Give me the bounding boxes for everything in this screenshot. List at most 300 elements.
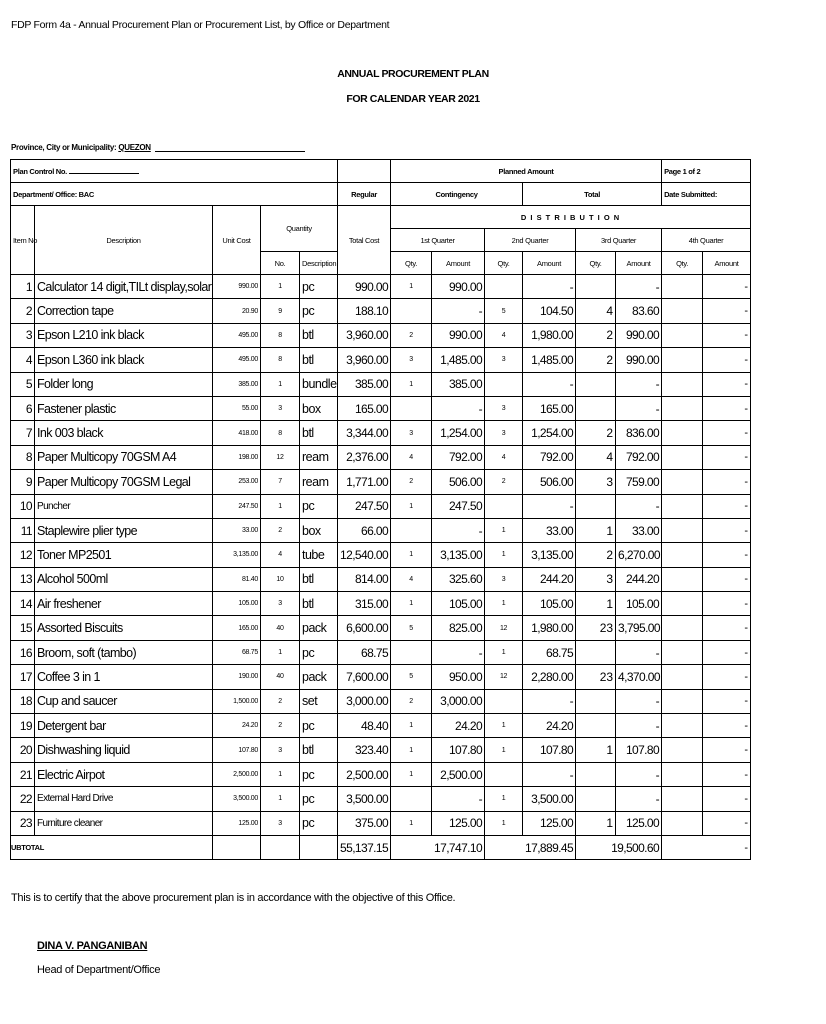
q4-qty: [662, 396, 703, 420]
form-title: FDP Form 4a - Annual Procurement Plan or Procurement List, by Office or Department: [11, 19, 390, 31]
q1-qty: 5: [391, 616, 432, 640]
item-unit-cost: 1,500.00: [213, 689, 261, 713]
q2-amount: 792.00: [523, 445, 576, 469]
item-description: Staplewire plier type: [35, 518, 213, 542]
item-number: 19: [11, 714, 35, 738]
q4-qty: [662, 689, 703, 713]
total-cost-header: Total Cost: [338, 206, 391, 275]
q2-qty: 1: [485, 811, 523, 835]
item-number: 15: [11, 616, 35, 640]
q4-qty: [662, 323, 703, 347]
item-description: Toner MP2501: [35, 543, 213, 567]
item-total-cost: 375.00: [338, 811, 391, 835]
q2-qty: 1: [485, 787, 523, 811]
q4-amount: -: [703, 665, 751, 689]
q3-qty: [576, 396, 616, 420]
table-row: [11, 811, 751, 835]
q4-amount: -: [703, 567, 751, 591]
q2-amount: 24.20: [523, 714, 576, 738]
q1-qty: 1: [391, 811, 432, 835]
q2-amount: -: [523, 689, 576, 713]
item-quantity: 8: [261, 421, 300, 445]
item-number: 4: [11, 348, 35, 372]
q4-amount: -: [703, 323, 751, 347]
q1-amount: 385.00: [432, 372, 485, 396]
item-total-cost: 12,540.00: [338, 543, 391, 567]
q4-amount: -: [703, 714, 751, 738]
q1-qty: 4: [391, 445, 432, 469]
item-quantity: 1: [261, 762, 300, 786]
q1-qty: [391, 787, 432, 811]
q4-amount: -: [703, 518, 751, 542]
q1-amount: -: [432, 299, 485, 323]
subtotal-q2: 17,889.45: [485, 835, 576, 859]
q2-qty: [485, 689, 523, 713]
plan-control-underline: [69, 173, 139, 174]
q1-qty: 2: [391, 323, 432, 347]
item-quantity: 3: [261, 592, 300, 616]
table-row: [11, 592, 751, 616]
item-quantity: 8: [261, 323, 300, 347]
subtotal-label: UBTOTAL: [11, 835, 213, 859]
q4-amount: -: [703, 396, 751, 420]
item-unit: btl: [300, 592, 338, 616]
item-total-cost: 3,000.00: [338, 689, 391, 713]
item-unit-cost: 81.40: [213, 567, 261, 591]
item-unit-cost: 495.00: [213, 323, 261, 347]
item-total-cost: 323.40: [338, 738, 391, 762]
total-label: Total: [523, 183, 662, 206]
item-quantity: 2: [261, 518, 300, 542]
item-unit: set: [300, 689, 338, 713]
q2-amount: 1,980.00: [523, 616, 576, 640]
q2-qty: [485, 372, 523, 396]
q1-qty: 1: [391, 714, 432, 738]
item-no-header: Item No: [11, 206, 35, 275]
item-number: 18: [11, 689, 35, 713]
q3-qty: 2: [576, 543, 616, 567]
q4-qty: [662, 616, 703, 640]
item-total-cost: 247.50: [338, 494, 391, 518]
q3-qty: 1: [576, 592, 616, 616]
q2-qty-header: Qty.: [485, 252, 523, 275]
item-unit: pc: [300, 811, 338, 835]
q2-amount-header: Amount: [523, 252, 576, 275]
q3-qty: 1: [576, 811, 616, 835]
q1-qty: 1: [391, 543, 432, 567]
item-number: 12: [11, 543, 35, 567]
table-row: [11, 396, 751, 420]
q2-amount: 33.00: [523, 518, 576, 542]
q2-amount: -: [523, 494, 576, 518]
item-unit-cost: 385.00: [213, 372, 261, 396]
q1-amount: 1,254.00: [432, 421, 485, 445]
q3-amount: -: [616, 762, 662, 786]
q4-amount: -: [703, 811, 751, 835]
q2-qty: 4: [485, 323, 523, 347]
date-submitted-label: Date Submitted:: [662, 183, 751, 206]
procurement-table: [10, 159, 751, 860]
q4-qty: [662, 592, 703, 616]
item-quantity: 12: [261, 445, 300, 469]
q4-amount: -: [703, 470, 751, 494]
table-row: [11, 543, 751, 567]
q4-qty: [662, 714, 703, 738]
item-total-cost: 66.00: [338, 518, 391, 542]
q4-amount: -: [703, 738, 751, 762]
item-quantity: 4: [261, 543, 300, 567]
item-quantity: 3: [261, 811, 300, 835]
q1-amount: 107.80: [432, 738, 485, 762]
q4-qty: [662, 299, 703, 323]
q1-qty: 1: [391, 494, 432, 518]
item-number: 17: [11, 665, 35, 689]
q3-amount: -: [616, 275, 662, 299]
item-unit: pc: [300, 762, 338, 786]
item-rows: [11, 275, 751, 836]
q1-amount: 325.60: [432, 567, 485, 591]
item-quantity: 8: [261, 348, 300, 372]
item-unit-cost: 24.20: [213, 714, 261, 738]
item-quantity: 3: [261, 738, 300, 762]
q1-amount: 990.00: [432, 275, 485, 299]
q4-amount: -: [703, 543, 751, 567]
q3-qty: [576, 640, 616, 664]
q2-amount: -: [523, 372, 576, 396]
q3-amount: 105.00: [616, 592, 662, 616]
item-description: Alcohol 500ml: [35, 567, 213, 591]
q3-amount: -: [616, 396, 662, 420]
item-number: 16: [11, 640, 35, 664]
signer-name: DINA V. PANGANIBAN: [37, 940, 148, 952]
item-quantity: 1: [261, 372, 300, 396]
item-description: Fastener plastic: [35, 396, 213, 420]
q3-qty-header: Qty.: [576, 252, 616, 275]
item-quantity: 1: [261, 494, 300, 518]
table-row: [11, 567, 751, 591]
q4-qty: [662, 762, 703, 786]
item-unit-cost: 253.00: [213, 470, 261, 494]
q3-qty: 23: [576, 616, 616, 640]
item-unit: btl: [300, 421, 338, 445]
item-quantity: 10: [261, 567, 300, 591]
item-unit: btl: [300, 738, 338, 762]
q3-amount: 990.00: [616, 348, 662, 372]
table-row: [11, 518, 751, 542]
q4-qty: [662, 421, 703, 445]
q2-amount: 3,500.00: [523, 787, 576, 811]
q3-qty: 4: [576, 299, 616, 323]
q3-amount: 759.00: [616, 470, 662, 494]
q2-qty: 1: [485, 543, 523, 567]
item-number: 1: [11, 275, 35, 299]
q4-qty: [662, 811, 703, 835]
q4-qty: [662, 470, 703, 494]
item-description: Puncher: [35, 494, 213, 518]
q4-amount: -: [703, 299, 751, 323]
item-unit-cost: 165.00: [213, 616, 261, 640]
q4-amount: -: [703, 372, 751, 396]
item-total-cost: 48.40: [338, 714, 391, 738]
plan-control-cell: [11, 160, 338, 183]
item-number: 20: [11, 738, 35, 762]
item-quantity: 2: [261, 714, 300, 738]
q2-amount: -: [523, 762, 576, 786]
item-unit-cost: 990.00: [213, 275, 261, 299]
q1-qty: [391, 518, 432, 542]
contingency-label: Contingency: [391, 183, 523, 206]
q3-amount: 792.00: [616, 445, 662, 469]
q4-amount: -: [703, 592, 751, 616]
quarter-1-header: 1st Quarter: [391, 229, 485, 252]
item-unit: ream: [300, 445, 338, 469]
q3-qty: [576, 372, 616, 396]
q1-qty: 3: [391, 421, 432, 445]
q2-qty: 1: [485, 640, 523, 664]
item-unit-cost: 33.00: [213, 518, 261, 542]
plan-title: ANNUAL PROCUREMENT PLAN: [337, 68, 489, 80]
q1-amount: 125.00: [432, 811, 485, 835]
q2-qty: 2: [485, 470, 523, 494]
item-total-cost: 1,771.00: [338, 470, 391, 494]
item-total-cost: 3,500.00: [338, 787, 391, 811]
item-number: 13: [11, 567, 35, 591]
header-spacer: [338, 160, 391, 183]
q1-amount: 105.00: [432, 592, 485, 616]
item-number: 2: [11, 299, 35, 323]
q4-amount: -: [703, 348, 751, 372]
item-quantity: 1: [261, 275, 300, 299]
q1-qty: 1: [391, 738, 432, 762]
q2-amount: 1,254.00: [523, 421, 576, 445]
q1-qty: [391, 640, 432, 664]
q1-amount: 3,135.00: [432, 543, 485, 567]
q1-qty: 2: [391, 689, 432, 713]
qty-description-header: Description: [300, 252, 338, 275]
subtotal-total: 55,137.15: [338, 835, 391, 859]
item-total-cost: 165.00: [338, 396, 391, 420]
item-unit: pc: [300, 275, 338, 299]
item-description: Paper Multicopy 70GSM A4: [35, 445, 213, 469]
item-total-cost: 3,960.00: [338, 348, 391, 372]
item-unit-cost: 3,500.00: [213, 787, 261, 811]
item-description: Dishwashing liquid: [35, 738, 213, 762]
item-description: Assorted Biscuits: [35, 616, 213, 640]
table-row: [11, 470, 751, 494]
q4-qty: [662, 372, 703, 396]
item-total-cost: 814.00: [338, 567, 391, 591]
q3-qty: [576, 787, 616, 811]
q4-qty: [662, 738, 703, 762]
item-quantity: 3: [261, 396, 300, 420]
q1-amount: 247.50: [432, 494, 485, 518]
q2-amount: -: [523, 275, 576, 299]
q3-qty: 2: [576, 323, 616, 347]
q1-amount: -: [432, 787, 485, 811]
q1-qty: [391, 299, 432, 323]
province-underline: [155, 151, 305, 152]
item-unit: box: [300, 518, 338, 542]
q2-qty: 3: [485, 396, 523, 420]
item-quantity: 1: [261, 787, 300, 811]
q4-qty: [662, 787, 703, 811]
q1-qty: 1: [391, 275, 432, 299]
q2-amount: 165.00: [523, 396, 576, 420]
quarter-4-header: 4th Quarter: [662, 229, 751, 252]
item-total-cost: 2,376.00: [338, 445, 391, 469]
item-unit: pack: [300, 616, 338, 640]
table-row: [11, 738, 751, 762]
q1-amount: -: [432, 396, 485, 420]
subtotal-empty-cell: [213, 835, 261, 859]
item-quantity: 7: [261, 470, 300, 494]
q2-qty: 3: [485, 421, 523, 445]
item-number: 9: [11, 470, 35, 494]
q3-amount: 990.00: [616, 323, 662, 347]
table-row: [11, 372, 751, 396]
q3-qty: 1: [576, 518, 616, 542]
q2-qty: [485, 275, 523, 299]
q1-qty: 5: [391, 665, 432, 689]
regular-label: Regular: [338, 183, 391, 206]
item-description: External Hard Drive: [35, 787, 213, 811]
distribution-header: D I S T R I B U T I O N: [391, 206, 751, 229]
plan-year-title: FOR CALENDAR YEAR 2021: [346, 93, 480, 105]
item-total-cost: 188.10: [338, 299, 391, 323]
item-total-cost: 990.00: [338, 275, 391, 299]
q4-amount-header: Amount: [703, 252, 751, 275]
table-row: [11, 445, 751, 469]
q3-amount: -: [616, 787, 662, 811]
item-description: Epson L210 ink black: [35, 323, 213, 347]
q2-qty: 4: [485, 445, 523, 469]
q3-amount: 836.00: [616, 421, 662, 445]
item-number: 7: [11, 421, 35, 445]
q3-qty: 2: [576, 348, 616, 372]
q3-amount: -: [616, 372, 662, 396]
item-quantity: 9: [261, 299, 300, 323]
q4-qty: [662, 567, 703, 591]
item-unit: pc: [300, 494, 338, 518]
item-unit-cost: 190.00: [213, 665, 261, 689]
item-total-cost: 7,600.00: [338, 665, 391, 689]
item-unit: pc: [300, 299, 338, 323]
signer-title: Head of Department/Office: [37, 964, 161, 976]
q2-amount: 244.20: [523, 567, 576, 591]
item-total-cost: 68.75: [338, 640, 391, 664]
q2-qty: 3: [485, 567, 523, 591]
subtotal-empty-cell: [261, 835, 300, 859]
item-unit: pc: [300, 640, 338, 664]
item-unit-cost: 418.00: [213, 421, 261, 445]
q2-amount: 105.00: [523, 592, 576, 616]
item-number: 23: [11, 811, 35, 835]
q4-qty: [662, 494, 703, 518]
q2-amount: 506.00: [523, 470, 576, 494]
q1-qty: 4: [391, 567, 432, 591]
q2-qty: 12: [485, 665, 523, 689]
q1-amount: -: [432, 518, 485, 542]
item-description: Broom, soft (tambo): [35, 640, 213, 664]
q4-amount: -: [703, 445, 751, 469]
q3-qty: [576, 714, 616, 738]
q3-amount: -: [616, 714, 662, 738]
item-description: Air freshener: [35, 592, 213, 616]
item-unit-cost: 3,135.00: [213, 543, 261, 567]
q1-amount: 792.00: [432, 445, 485, 469]
q2-qty: [485, 762, 523, 786]
item-unit: btl: [300, 348, 338, 372]
q3-amount: 33.00: [616, 518, 662, 542]
planned-amount-label: Planned Amount: [391, 160, 662, 183]
q4-qty: [662, 518, 703, 542]
item-total-cost: 315.00: [338, 592, 391, 616]
q2-amount: 3,135.00: [523, 543, 576, 567]
item-unit-cost: 125.00: [213, 811, 261, 835]
item-quantity: 40: [261, 665, 300, 689]
q1-qty: 3: [391, 348, 432, 372]
q2-amount: 68.75: [523, 640, 576, 664]
q3-amount: 6,270.00: [616, 543, 662, 567]
q3-amount: -: [616, 494, 662, 518]
q1-qty-header: Qty.: [391, 252, 432, 275]
q2-qty: 12: [485, 616, 523, 640]
q3-amount: 244.20: [616, 567, 662, 591]
subtotal-q4: -: [662, 835, 751, 859]
q3-amount: 83.60: [616, 299, 662, 323]
item-number: 21: [11, 762, 35, 786]
q1-amount: 3,000.00: [432, 689, 485, 713]
province-field: [11, 143, 305, 152]
item-description: Calculator 14 digit,TILt display,solar: [35, 275, 213, 299]
q3-amount: 3,795.00: [616, 616, 662, 640]
table-row: [11, 616, 751, 640]
q4-amount: -: [703, 640, 751, 664]
item-unit: btl: [300, 323, 338, 347]
q4-qty: [662, 348, 703, 372]
item-total-cost: 3,344.00: [338, 421, 391, 445]
q3-qty: 3: [576, 470, 616, 494]
item-number: 10: [11, 494, 35, 518]
q3-qty: 4: [576, 445, 616, 469]
q3-amount-header: Amount: [616, 252, 662, 275]
item-unit-cost: 2,500.00: [213, 762, 261, 786]
table-row: [11, 299, 751, 323]
q1-qty: 1: [391, 592, 432, 616]
subtotal-q1: 17,747.10: [391, 835, 485, 859]
item-number: 14: [11, 592, 35, 616]
item-number: 8: [11, 445, 35, 469]
q4-qty: [662, 543, 703, 567]
certification-text: This is to certify that the above procurement plan is in accordance with the objective of this Office.: [11, 892, 456, 904]
item-number: 22: [11, 787, 35, 811]
item-unit-cost: 55.00: [213, 396, 261, 420]
item-number: 5: [11, 372, 35, 396]
item-unit-cost: 198.00: [213, 445, 261, 469]
item-unit: pc: [300, 787, 338, 811]
item-unit-cost: 105.00: [213, 592, 261, 616]
item-unit-cost: 107.80: [213, 738, 261, 762]
item-total-cost: 2,500.00: [338, 762, 391, 786]
q3-qty: 1: [576, 738, 616, 762]
item-quantity: 2: [261, 689, 300, 713]
item-unit: bundle: [300, 372, 338, 396]
item-unit: box: [300, 396, 338, 420]
table-row: [11, 762, 751, 786]
q3-qty: [576, 689, 616, 713]
q1-qty: 1: [391, 372, 432, 396]
page-label: Page 1 of 2: [662, 160, 751, 183]
